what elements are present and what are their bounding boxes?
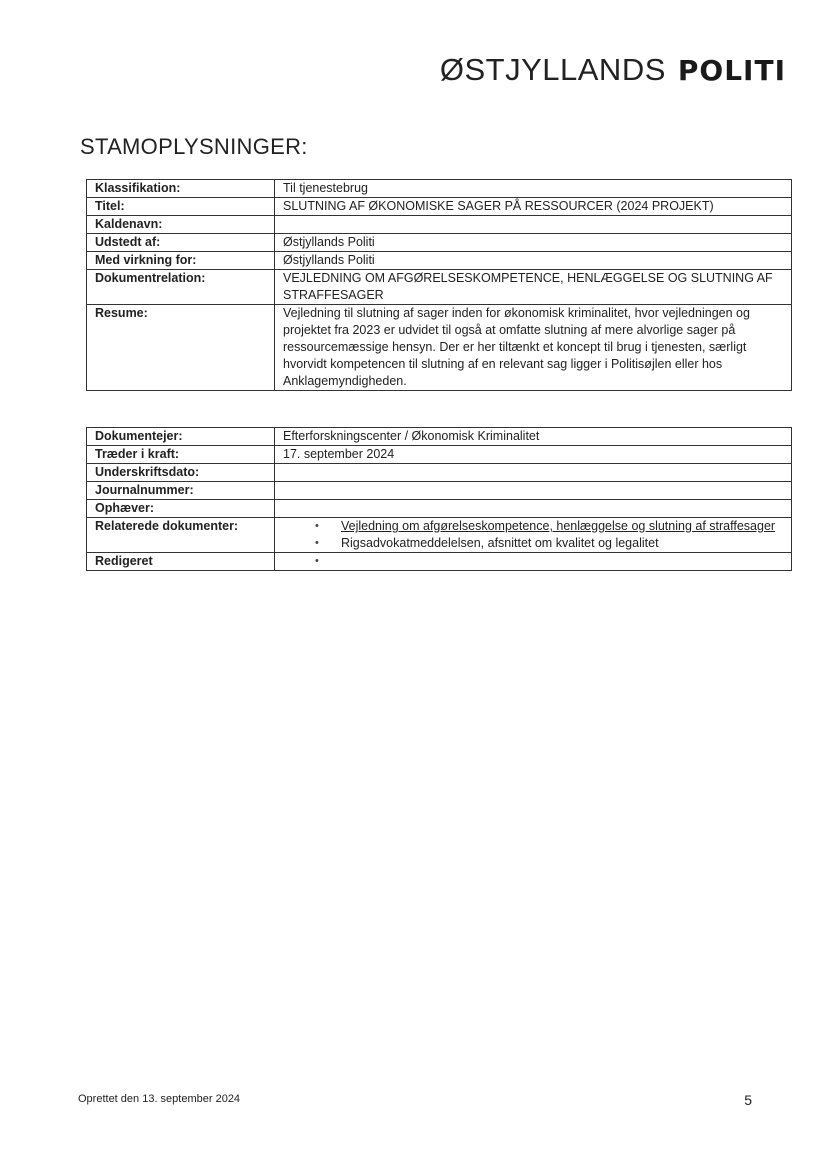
- table-row: [87, 270, 792, 305]
- table-row: [87, 500, 792, 518]
- master-data-table: [86, 179, 792, 391]
- row-value: [275, 464, 792, 482]
- created-date: Oprettet den 13. september 2024: [78, 1093, 241, 1105]
- row-value: SLUTNING AF ØKONOMISKE SAGER PÅ RESSOURCER (2024 PROJEKT): [275, 198, 792, 216]
- related-document-text: Rigsadvokatmeddelelsen, afsnittet om kvalitet og legalitet: [341, 536, 659, 550]
- table-row: [87, 234, 792, 252]
- table-row: [87, 198, 792, 216]
- table-row: [87, 553, 792, 571]
- row-value: Vejledning til slutning af sager inden for økonomisk kriminalitet, hvor vejledningen og projektet fra 2023 er udvidet til også at omfatte slutning af mere alvorlige sager på ressourcemæssige hensyn. Der er her tiltænkt et koncept til brug i tjenesten, særligt hvorvidt kompetencen til slutning af en relevant sag ligger i Politisøjlen eller hos Anklagemyndigheden.: [275, 305, 792, 391]
- related-document-link-text[interactable]: Vejledning om afgørelseskompetence, henlæggelse og slutning af straffesager: [341, 519, 776, 533]
- table-row: [87, 446, 792, 464]
- row-value: Østjyllands Politi: [275, 234, 792, 252]
- related-documents-list: [283, 518, 783, 552]
- edited-list: [283, 553, 783, 570]
- row-value: Østjyllands Politi: [275, 252, 792, 270]
- row-label: Resume:: [87, 305, 275, 391]
- row-label: Journalnummer:: [87, 482, 275, 500]
- row-label: Titel:: [87, 198, 275, 216]
- related-document-item: [313, 535, 783, 552]
- row-label: Ophæver:: [87, 500, 275, 518]
- related-document-link[interactable]: [313, 518, 783, 535]
- row-label: Underskriftsdato:: [87, 464, 275, 482]
- page-number: 5: [744, 1092, 752, 1108]
- row-label: Dokumentejer:: [87, 428, 275, 446]
- row-value: 17. september 2024: [275, 446, 792, 464]
- table-row: [87, 428, 792, 446]
- edited-label: Redigeret: [87, 553, 275, 571]
- section-title: STAMOPLYSNINGER:: [80, 134, 308, 159]
- row-label: Klassifikation:: [87, 180, 275, 198]
- table-row: [87, 305, 792, 391]
- edited-item: [313, 553, 783, 570]
- ownership-table: [86, 427, 792, 571]
- logo-region-text: ØSTJYLLANDS: [439, 52, 666, 87]
- row-label: Med virkning for:: [87, 252, 275, 270]
- row-value: Til tjenestebrug: [275, 180, 792, 198]
- related-documents-label: Relaterede dokumenter:: [87, 518, 275, 553]
- row-label: Træder i kraft:: [87, 446, 275, 464]
- row-value: [275, 216, 792, 234]
- row-label: Kaldenavn:: [87, 216, 275, 234]
- police-logo: [440, 50, 786, 91]
- related-documents-value: [275, 518, 792, 553]
- table-row: [87, 482, 792, 500]
- row-label: Dokumentrelation:: [87, 270, 275, 305]
- table-row: [87, 252, 792, 270]
- table-row: [87, 518, 792, 553]
- row-value: [275, 500, 792, 518]
- row-value: VEJLEDNING OM AFGØRELSESKOMPETENCE, HENLÆGGELSE OG SLUTNING AF STRAFFESAGER: [275, 270, 792, 305]
- table-row: [87, 464, 792, 482]
- edited-value: [275, 553, 792, 571]
- logo-politi-text: POLITI: [677, 54, 786, 87]
- table-row: [87, 180, 792, 198]
- row-label: Udstedt af:: [87, 234, 275, 252]
- table-row: [87, 216, 792, 234]
- row-value: [275, 482, 792, 500]
- row-value: Efterforskningscenter / Økonomisk Kriminalitet: [275, 428, 792, 446]
